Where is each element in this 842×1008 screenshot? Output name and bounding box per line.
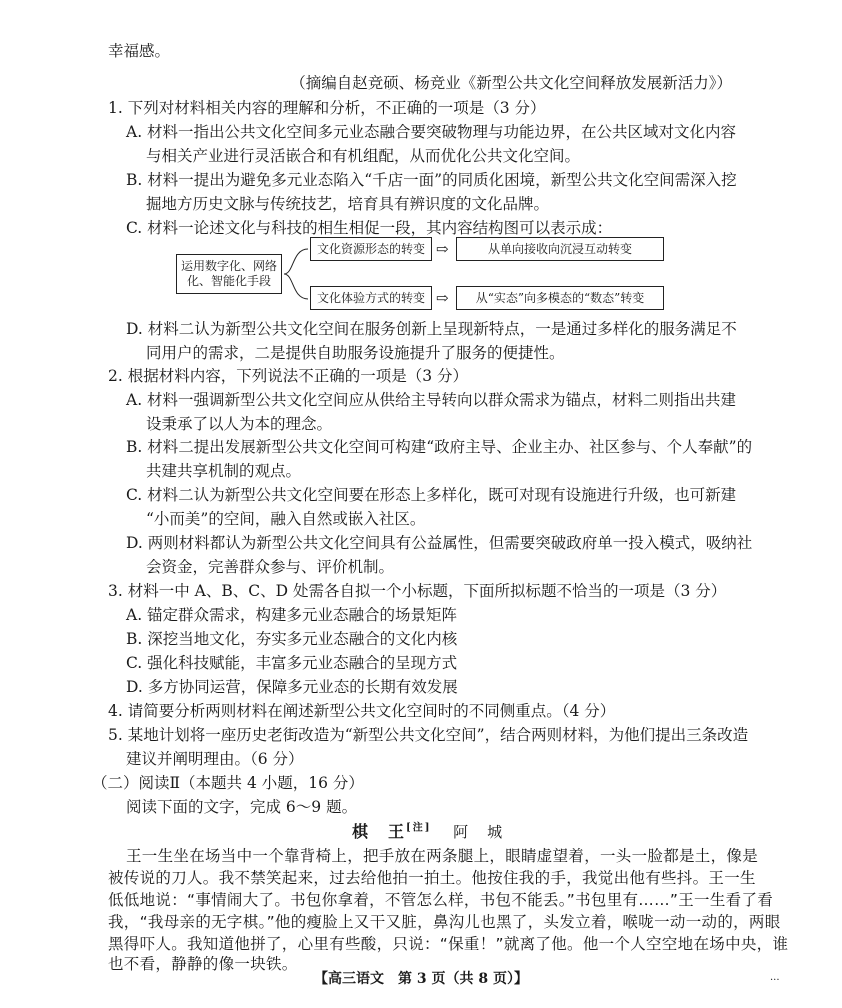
story-author: 阿 城 bbox=[453, 823, 505, 841]
option-a-line-2: 设秉承了以人为本的理念。 bbox=[146, 415, 333, 433]
corner-mark: ... bbox=[770, 972, 780, 983]
diagram-row2-mid-box: 文化体验方式的转变 bbox=[310, 286, 432, 310]
diagram-row1-right-box: 从单向接收向沉浸互动转变 bbox=[456, 237, 664, 261]
option-b-line-2: 共建共享机制的观点。 bbox=[146, 462, 302, 480]
option-a-line-2: 与相关产业进行灵活嵌合和有机组配，从而优化公共文化空间。 bbox=[146, 147, 581, 165]
option-a: A. 锚定群众需求，构建多元业态融合的场景矩阵 bbox=[126, 606, 458, 624]
option-c-line-1: C. 材料二认为新型公共文化空间要在形态上多样化，既可对现有设施进行升级，也可新建 bbox=[126, 486, 737, 504]
option-b: B. 深挖当地文化，夯实多元业态融合的文化内核 bbox=[126, 630, 458, 648]
text-line: 幸福感。 bbox=[108, 42, 171, 60]
option-d-line-2: 同用户的需求，二是提供自助服务设施提升了服务的便捷性。 bbox=[146, 344, 565, 362]
passage-line: 低低地说：“事情闹大了。书包你拿着，不管怎么样，书包不能丢。”书包里有……”王一生看了看 bbox=[108, 891, 774, 909]
passage-line: 王一生坐在场当中一个靠背椅上，把手放在两条腿上，眼睛虚望着，一头一脸都是土，像是 bbox=[126, 847, 759, 865]
question-3-stem: 3. 材料一中 A、B、C、D 处需各自拟一个小标题，下面所拟标题不恰当的一项是（3 分） bbox=[108, 582, 727, 600]
diagram-row2-right-box: 从“实态”向多模态的“数态”转变 bbox=[456, 286, 664, 310]
arrow-right-icon: ⇨ bbox=[436, 240, 449, 258]
option-b-line-2: 掘地方历史文脉与传统技艺，培育具有辨识度的文化品牌。 bbox=[146, 195, 550, 213]
question-4-stem: 4. 请简要分析两则材料在阐述新型公共文化空间时的不同侧重点。（4 分） bbox=[108, 702, 616, 720]
question-5-stem-line-2: 建议并阐明理由。（6 分） bbox=[126, 750, 304, 768]
option-d-line-1: D. 两则材料都认为新型公共文化空间具有公益属性，但需要突破政府单一投入模式，吸纳社 bbox=[126, 534, 753, 552]
arrow-right-icon: ⇨ bbox=[436, 289, 449, 307]
story-title bbox=[352, 821, 504, 843]
option-b-line-1: B. 材料一提出为避免多元业态陷入“千店一面”的同质化困境，新型公共文化空间需深入挖 bbox=[126, 171, 737, 189]
option-b-line-1: B. 材料二提出发展新型公共文化空间可构建“政府主导、企业主办、社区参与、个人奉献”的 bbox=[126, 438, 753, 456]
section-heading: （二）阅读Ⅱ（本题共 4 小题，16 分） bbox=[92, 774, 364, 792]
passage-line: 我，“我母亲的无字棋。”他的瘦脸上又干又脏，鼻沟儿也黑了，头发立着，喉咙一动一动的，两眼 bbox=[108, 913, 781, 931]
option-d-line-2: 会资金，完善群众参与、评价机制。 bbox=[146, 558, 395, 576]
option-c: C. 强化科技赋能，丰富多元业态融合的呈现方式 bbox=[126, 654, 458, 672]
option-a-line-1: A. 材料一强调新型公共文化空间应从供给主导转向以群众需求为锚点，材料二则指出共建 bbox=[126, 391, 737, 409]
diagram-row1-mid-box: 文化资源形态的转变 bbox=[310, 237, 432, 261]
passage-line: 也不看，静静的像一块铁。 bbox=[108, 955, 298, 973]
section-instruction: 阅读下面的文字，完成 6～9 题。 bbox=[126, 798, 358, 816]
option-c-line-1: C. 材料一论述文化与科技的相生相促一段，其内容结构图可以表示成： bbox=[126, 219, 613, 237]
diagram-source-box: 运用数字化、网络化、智能化手段 bbox=[176, 254, 282, 294]
question-2-stem: 2. 根据材料内容，下列说法不正确的一项是（3 分） bbox=[108, 367, 469, 385]
story-title-text: 棋 王 bbox=[352, 822, 407, 841]
question-5-stem-line-1: 5. 某地计划将一座历史老街改造为“新型公共文化空间”，结合两则材料，为他们提出三条改造 bbox=[108, 726, 749, 744]
passage-line: 黑得吓人。我知道他拼了，心里有些酸，只说：“保重！”就离了他。他一个人空空地在场中央，谁 bbox=[108, 935, 789, 953]
source-citation: （摘编自赵竞硕、杨竞业《新型公共文化空间释放发展新活力》） bbox=[290, 74, 732, 92]
option-d-line-1: D. 材料二认为新型公共文化空间在服务创新上呈现新特点，一是通过多样化的服务满足不 bbox=[126, 320, 737, 338]
passage-line: 被传说的刀人。我不禁笑起来，过去给他拍一拍土。他按住我的手，我觉出他有些抖。王一生 bbox=[108, 869, 756, 887]
diagram-brace bbox=[282, 244, 312, 304]
page-footer: 【高三语文 第 3 页（共 8 页）】 bbox=[314, 971, 528, 987]
footnote-marker: [注] bbox=[406, 822, 432, 834]
option-c-line-2: “小而美”的空间，融入自然或嵌入社区。 bbox=[146, 510, 426, 528]
option-a-line-1: A. 材料一指出公共文化空间多元业态融合要突破物理与功能边界，在公共区域对文化内容 bbox=[126, 123, 737, 141]
question-1-stem: 1. 下列对材料相关内容的理解和分析，不正确的一项是（3 分） bbox=[108, 99, 546, 117]
option-d: D. 多方协同运营，保障多元业态的长期有效发展 bbox=[126, 678, 458, 696]
